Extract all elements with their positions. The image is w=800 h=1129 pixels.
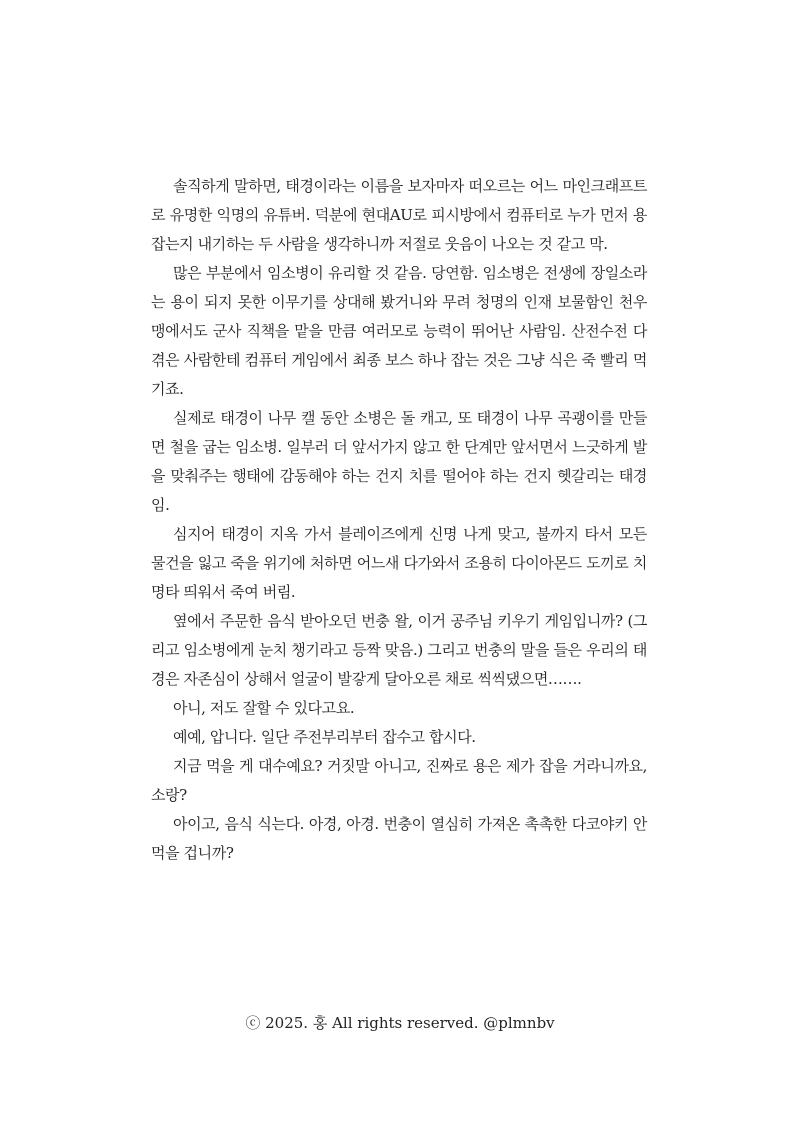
paragraph: 예예, 압니다. 일단 주전부리부터 잡수고 합시다. xyxy=(173,728,476,746)
copyright-footer: ⓒ 2025. 홍 All rights reserved. @plmnbv xyxy=(245,1014,555,1032)
paragraph: 솔직하게 말하면, 태경이라는 이름을 보자마자 떠오르는 어느 마인크래프트로 유명한 익명의 유튜버. 덕분에 현대AU로 피시방에서 컴퓨터로 누가 먼저 용 잡는지 내기하는 두 사람을 생각하니까 저절로 웃음이 나오는 것 같고 막. xyxy=(151,177,647,253)
body-text xyxy=(151,172,647,868)
paragraph: 실제로 태경이 나무 캘 동안 소병은 돌 캐고, 또 태경이 나무 곡괭이를 만들면 철을 굽는 임소병. 일부러 더 앞서가지 않고 한 단계만 앞서면서 느긋하게 발을 맞춰주는 행태에 감동해야 하는 건지 치를 떨어야 하는 건지 헷갈리는 태경임. xyxy=(151,409,647,514)
paragraph: 많은 부분에서 임소병이 유리할 것 같음. 당연함. 임소병은 전생에 장일소라는 용이 되지 못한 이무기를 상대해 봤거니와 무려 청명의 인재 보물함인 천우맹에서도 군사 직책을 맡을 만큼 여러모로 능력이 뛰어난 사람임. 산전수전 다 겪은 사람한테 컴퓨터 게임에서 최종 보스 하나 잡는 것은 그냥 식은 죽 빨리 먹기죠. xyxy=(151,264,647,398)
paragraph: 아니, 저도 잘할 수 있다고요. xyxy=(173,699,355,717)
paragraph: 아이고, 음식 식는다. 아경, 아경. 번충이 열심히 가져온 촉촉한 다코야키 안 먹을 겁니까? xyxy=(151,815,647,862)
paragraph: 지금 먹을 게 대수예요? 거짓말 아니고, 진짜로 용은 제가 잡을 거라니까요, 소랑? xyxy=(151,757,647,804)
paragraph: 옆에서 주문한 음식 받아오던 번충 왈, 이거 공주님 키우기 게임입니까? (그리고 임소병에게 눈치 챙기라고 등짝 맞음.) 그리고 번충의 말을 들은 우리의 태경은 자존심이 상해서 얼굴이 발갛게 달아오른 채로 씩씩댔으면……. xyxy=(151,612,647,688)
paragraph: 심지어 태경이 지옥 가서 블레이즈에게 신명 나게 맞고, 불까지 타서 모든 물건을 잃고 죽을 위기에 처하면 어느새 다가와서 조용히 다이아몬드 도끼로 치명타 띄워서 죽여 버림. xyxy=(151,525,647,601)
